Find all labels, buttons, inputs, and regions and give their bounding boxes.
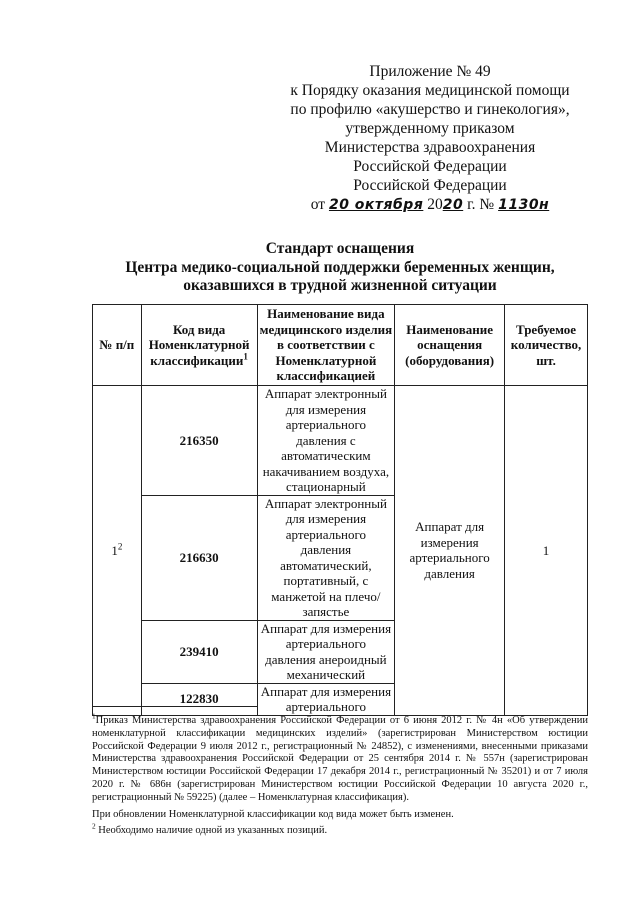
order-date-line [270,195,590,215]
appendix-header [270,62,590,215]
cell-equipment: Аппарат для измерения артериального давления [395,386,505,716]
footnote-ref: 1 [243,351,248,362]
cell-quantity: 1 [505,386,588,716]
appendix-number: Приложение № 49 [369,63,491,80]
appendix-line: Российской Федерации [353,158,507,175]
cell-code: 239410 [141,620,257,683]
equipment-table [92,304,588,716]
footnote-divider [92,706,257,707]
cell-device-name: Аппарат электронный для измерения артериального давления автоматический, портативный, с манжетой на плечо/запястье [257,495,395,620]
appendix-line: утвержденному приказом [345,120,515,137]
title-line: Стандарт оснащения [265,240,415,257]
handwritten-date: 20 октября [328,197,424,213]
footnote-1-note: При обновлении Номенклатурной классификации код вида может быть изменен. [92,808,454,820]
appendix-line: к Порядку оказания медицинской помощи [290,82,570,99]
number-prefix: г. № [467,196,495,213]
table-row [93,386,588,496]
cell-code: 216630 [141,495,257,620]
footnote-ref: 2 [117,541,123,552]
header-num: № п/п [93,305,142,386]
title-line: Центра медико-социальной поддержки беременных женщин, [125,258,555,276]
handwritten-order-number: 1130н [498,197,550,213]
table-header-row [93,305,588,386]
header-device-name: Наименование вида медицинского изделия в соответствии с Номенклатурной классификацией [257,305,395,386]
cell-code: 122830 [141,683,257,715]
appendix-line: по профилю «акушерство и гинекология», [290,101,570,118]
appendix-line: Министерства здравоохранения [324,139,536,156]
title-line: оказавшихся в трудной жизненной ситуации [183,277,497,294]
cell-num: $1^2$ [93,386,142,716]
cell-device-name: Аппарат для измерения артериального [257,683,395,715]
footnotes [92,711,588,842]
header-code: Код вида Номенклатурной классификации$^1$ [141,305,257,386]
cell-device-name: Аппарат для измерения артериального давления анероидный механический [257,620,395,683]
footnote-1: $^1$Приказ Министерства здравоохранения Российской Федерации от 6 июня 2012 г. № 4н «Об утверждении номенклатурной классификации медицинских изделий» (зарегистрирован Министерством юстиции Российской Федерации 9 июля 2012 г., регистрационный № 24852), с изменениями, внесенными приказами Министерства здравоохранения Российской Федерации от 25 сентября 2014 г. № 557н (зарегистрирован Министерством юстиции Российской Федерации 17 декабря 2014 г., регистрационный № 35201) и от 7 июля 2020 г. № 686н (зарегистрирован Министерством юстиции Российской Федерации 10 августа 2020 г., регистрационный № 59225) (далее – Номенклатурная классификация). [92,711,588,803]
appendix-line: Российской Федерации [353,177,507,194]
document-title [95,240,585,296]
cell-device-name: Аппарат электронный для измерения артериального давления с автоматическим накачиванием воздуха, стационарный [257,386,395,496]
date-year-prefix: 20 [427,196,443,213]
footnote-mark: 2 [92,821,96,831]
header-quantity: Требуемое количество, шт. [505,305,588,386]
handwritten-year: 20 [442,197,464,213]
date-prefix: от [310,196,326,213]
header-equipment: Наименование оснащения (оборудования) [395,305,505,386]
footnote-mark: 1 [92,711,96,721]
cell-code: 216350 [141,386,257,496]
footnote-2: $^2$ Необходимо наличие одной из указанных позиций. [92,821,328,837]
